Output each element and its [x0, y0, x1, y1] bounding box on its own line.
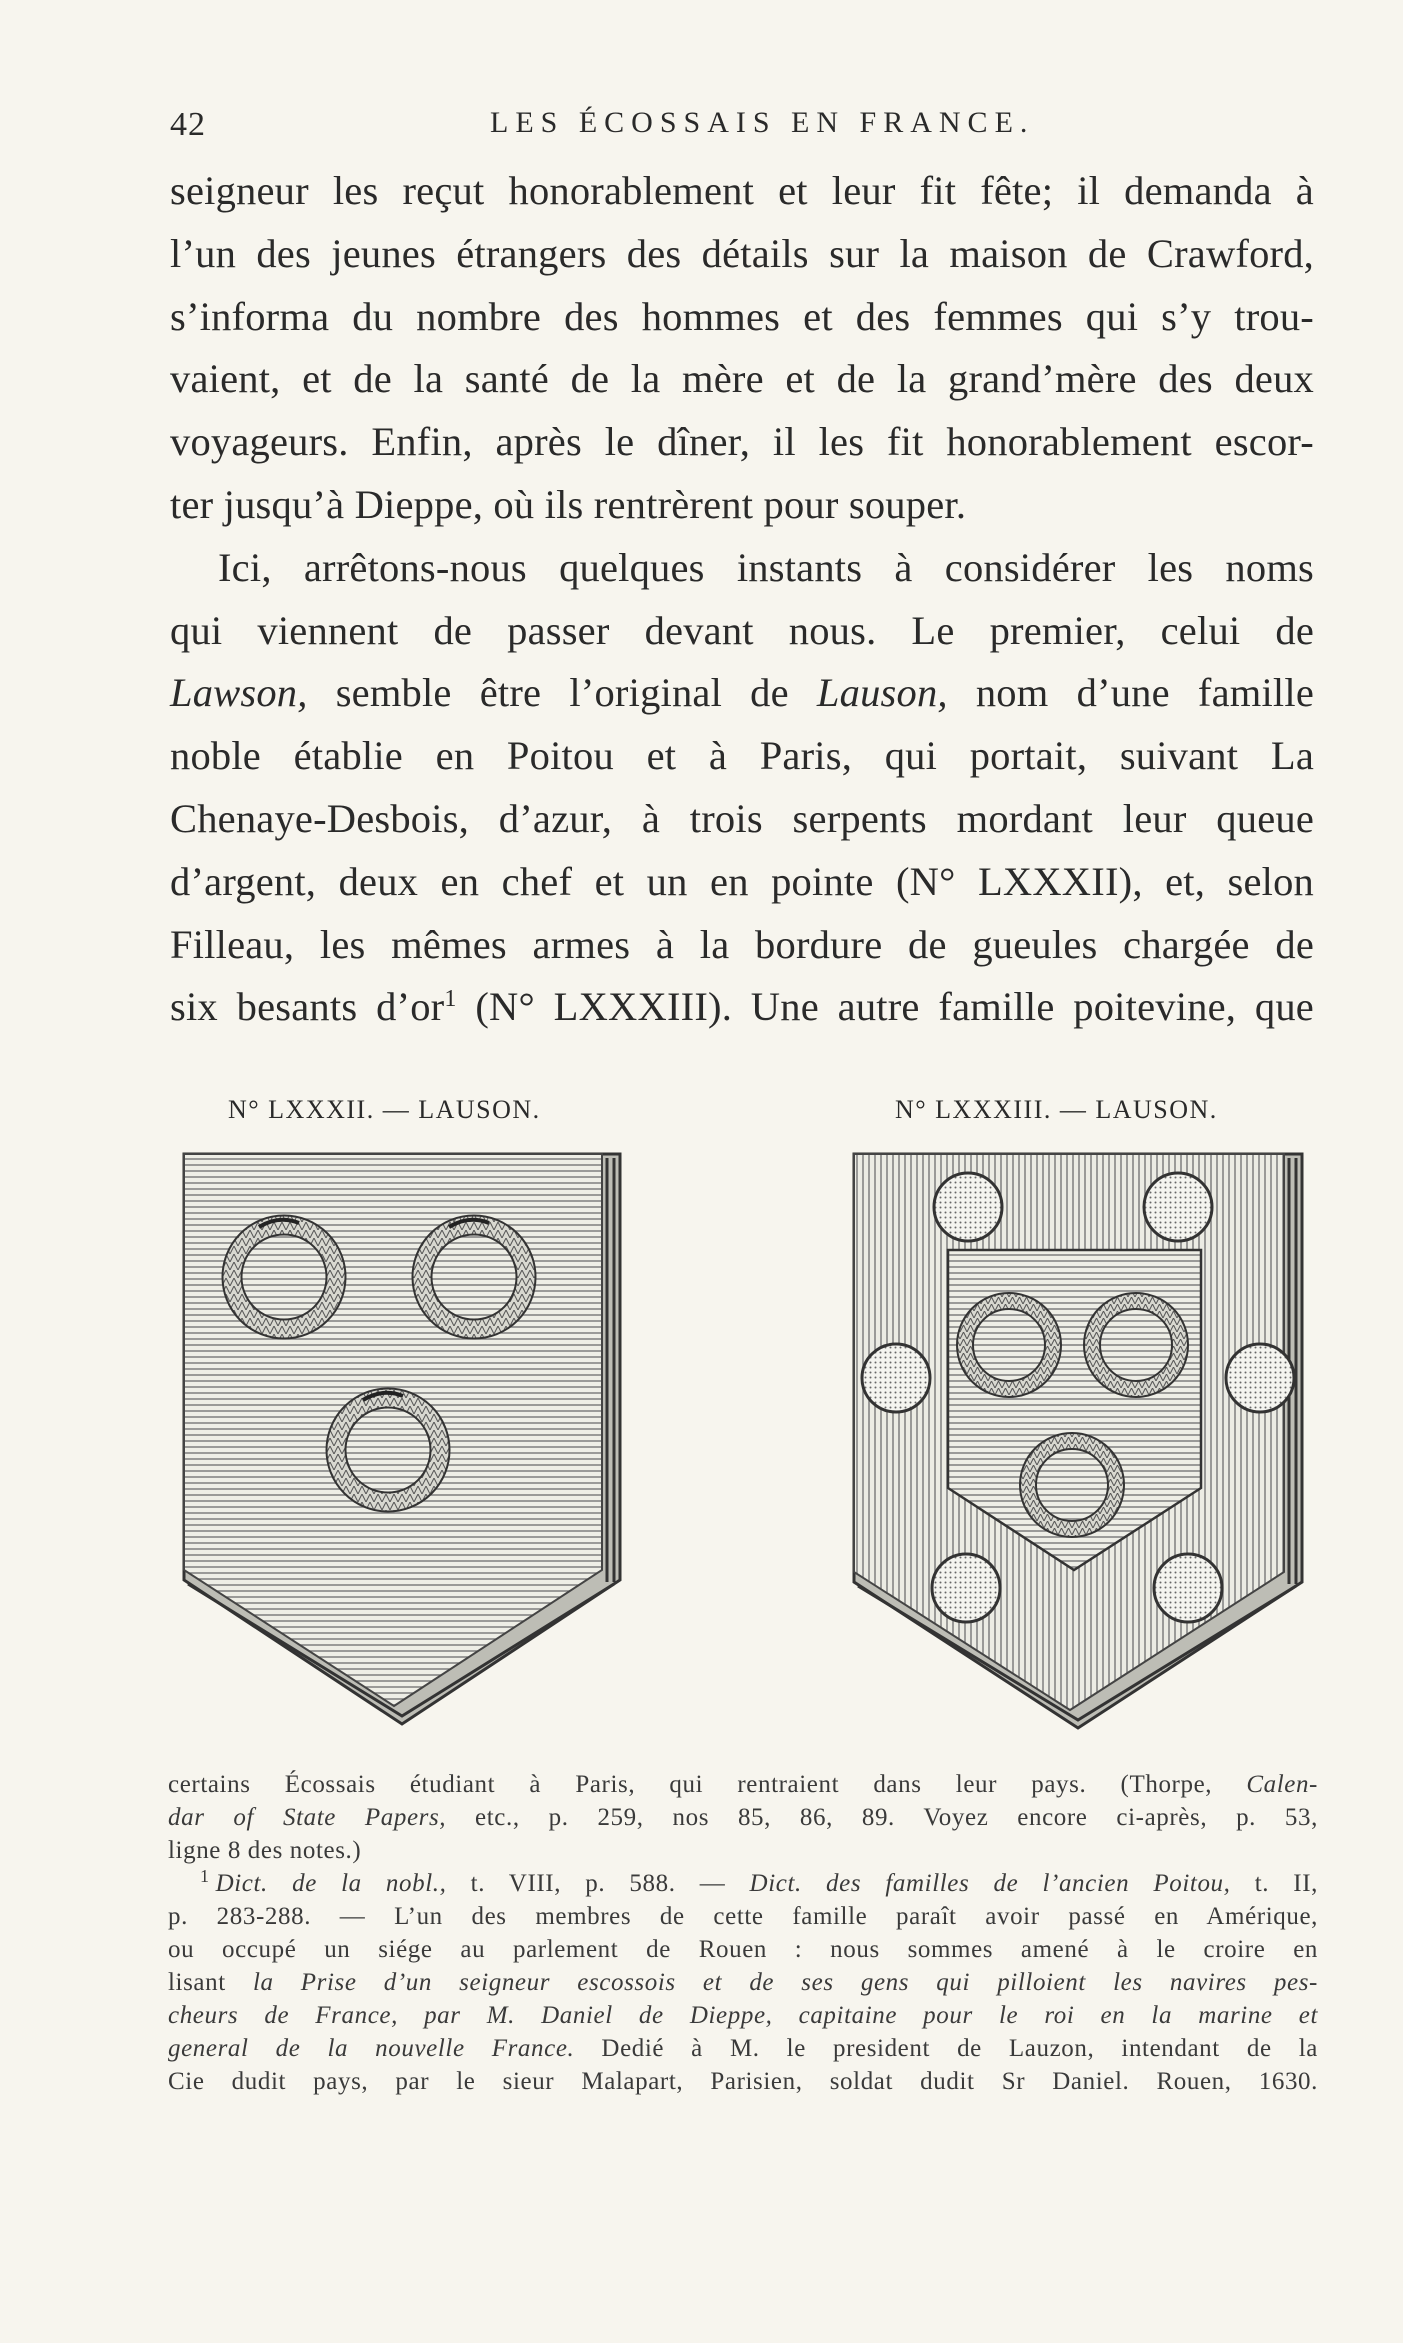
text-line — [170, 976, 1314, 1039]
text-line: noble établie en Poitou et à Paris, qui portait, suivant La — [170, 733, 1314, 779]
besant-icon — [1144, 1173, 1212, 1241]
note-line — [168, 1966, 1318, 1999]
note-line — [168, 1768, 1318, 1801]
running-header — [170, 106, 1310, 152]
italic-title: la Prise d’un seigneur escossois et de ses gens qui pilloient les navires pes- — [252, 1969, 1318, 1996]
text-run: etc., p. 259, nos 85, 86, 89. Voyez encore ci-après, p. 53, — [446, 1804, 1318, 1831]
running-title: LES ÉCOSSAIS EN FRANCE. — [490, 106, 1035, 139]
note-line: Cie dudit pays, par le sieur Malapart, Parisien, soldat dudit Sr Daniel. Rouen, 1630. — [168, 2068, 1318, 2095]
text-line — [170, 662, 1314, 725]
besant-icon — [1226, 1344, 1294, 1412]
text-run: Dedié à M. le president de Lauzon, intendant de la — [574, 2035, 1318, 2062]
italic-title: Dict. des familles de l’ancien Poitou, — [749, 1870, 1231, 1897]
footnote-ref: 1 — [444, 986, 457, 1013]
footnotes — [168, 1768, 1318, 2098]
text-line: Filleau, les mêmes armes à la bordure de gueules chargée de — [170, 921, 1314, 967]
besant-icon — [1154, 1554, 1222, 1622]
coat-of-arms-lauson-1 — [174, 1150, 626, 1728]
figure-caption-lxxxiii: N° LXXXIII. — LAUSON. — [895, 1095, 1218, 1124]
text-line: vaient, et de la santé de la mère et de la grand’mère des deux — [170, 356, 1314, 402]
text-line: Ici, arrêtons-nous quelques instants à considérer les noms — [218, 544, 1314, 590]
text-line: l’un des jeunes étrangers des détails sur la maison de Crawford, — [170, 230, 1314, 276]
shield-illustration — [848, 1150, 1308, 1730]
text-run: t. VIII, p. 588. — — [446, 1870, 750, 1897]
note-line: p. 283-288. — L’un des membres de cette famille paraît avoir passé en Amérique, — [168, 1903, 1318, 1930]
text-line: s’informa du nombre des hommes et des femmes qui s’y trou- — [170, 293, 1314, 339]
italic-title: dar of State Papers, — [168, 1804, 447, 1831]
text-line: ter jusqu’à Dieppe, où ils rentrèrent pour souper. — [170, 481, 967, 527]
main-text — [170, 160, 1314, 1039]
note-line — [168, 1867, 1318, 1900]
text-run: semble être l’original de — [307, 670, 817, 716]
note-line — [168, 1999, 1318, 2032]
besant-icon — [862, 1344, 930, 1412]
italic-name: Lawson, — [170, 670, 308, 716]
italic-title: Calen- — [1246, 1771, 1318, 1798]
note-line — [168, 1801, 1318, 1834]
italic-name: Lauson, — [816, 670, 948, 716]
figure-caption-lxxxii: N° LXXXII. — LAUSON. — [228, 1095, 541, 1124]
coat-of-arms-lauson-2 — [848, 1150, 1308, 1730]
text-line: d’argent, deux en chef et un en pointe (N° LXXXII), et, selon — [170, 858, 1314, 904]
note-line: ou occupé un siége au parlement de Rouen : nous sommes amené à le croire en — [168, 1936, 1318, 1963]
besant-icon — [932, 1554, 1000, 1622]
besant-icon — [934, 1173, 1002, 1241]
text-run: certains Écossais étudiant à Paris, qui rentraient dans leur pays. (Thorpe, — [168, 1771, 1247, 1798]
text-run: (N° LXXXIII). Une autre famille poitevine, que — [456, 984, 1314, 1030]
text-line: qui viennent de passer devant nous. Le premier, celui de — [170, 607, 1314, 653]
text-run: nom d’une famille — [947, 670, 1315, 716]
text-run: lisant — [168, 1969, 253, 1996]
page-number: 42 — [170, 106, 206, 143]
footnote-marker: 1 — [200, 1866, 210, 1886]
text-line: seigneur les reçut honorablement et leur fit fête; il demanda à — [170, 168, 1314, 213]
text-line: voyageurs. Enfin, après le dîner, il les fit honorablement escor- — [170, 419, 1314, 465]
shield-illustration — [174, 1150, 626, 1728]
note-line — [168, 2032, 1318, 2065]
italic-title: cheurs de France, par M. Daniel de Dieppe, capitaine pour le roi en la marine et — [168, 2002, 1318, 2029]
text-run: t. II, — [1230, 1870, 1318, 1897]
italic-title: general de la nouvelle France. — [168, 2035, 575, 2062]
italic-title: Dict. de la nobl., — [215, 1870, 447, 1897]
text-run: six besants d’or — [170, 984, 445, 1030]
note-line: ligne 8 des notes.) — [168, 1837, 362, 1864]
text-line: Chenaye-Desbois, d’azur, à trois serpents mordant leur queue — [170, 795, 1314, 841]
